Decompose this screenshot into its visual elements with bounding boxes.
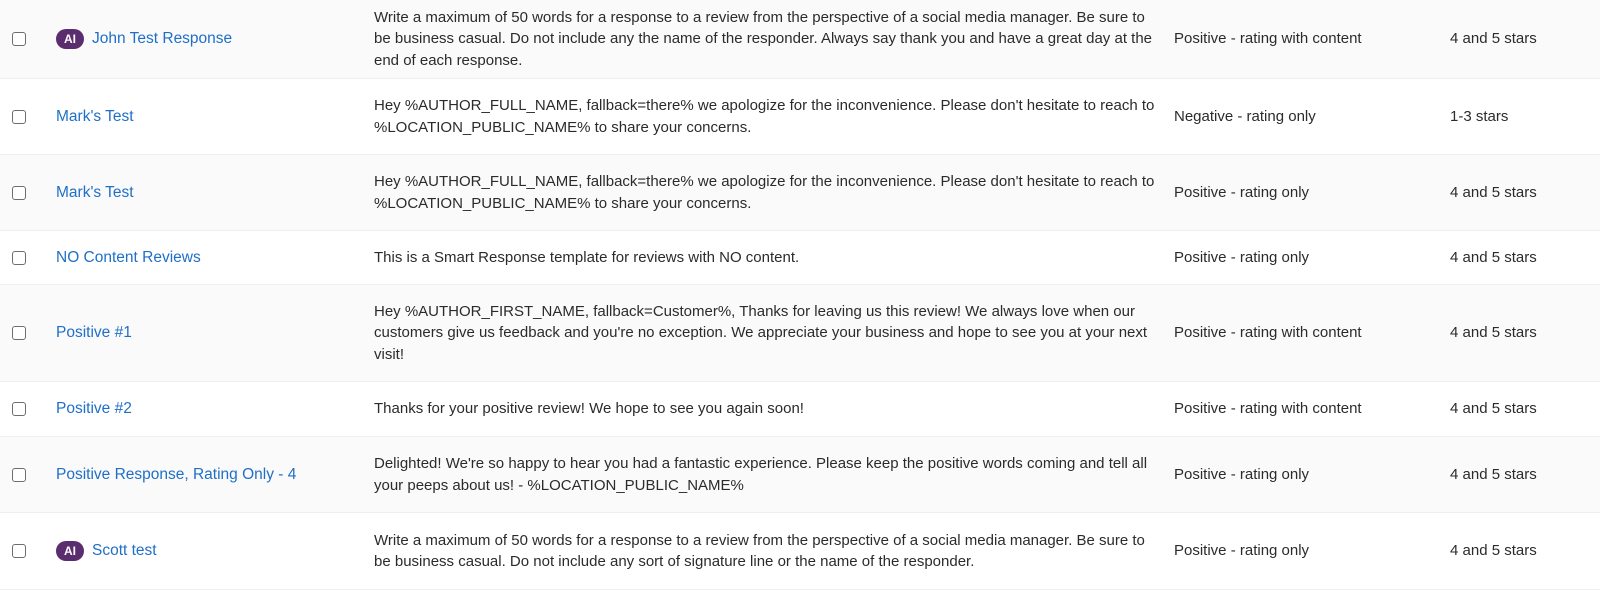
star-rating: 1-3 stars [1450,107,1509,125]
row-checkbox-cell [0,326,56,340]
row-checkbox-cell [0,544,56,558]
star-rating: 4 and 5 stars [1450,400,1537,418]
name-cell [56,28,374,50]
row-checkbox[interactable] [12,544,26,558]
template-name-link[interactable]: John Test Response [92,30,233,48]
table-row [0,382,1600,437]
row-checkbox-cell [0,251,56,265]
template-text: Hey %AUTHOR_FULL_NAME, fallback=there% we apologize for the inconvenience. Please don't hesitate to reach to %LOCATION_PUBLIC_NAME% to share your concerns. [374,173,1155,212]
table-row [0,155,1600,231]
review-type: Negative - rating only [1174,107,1316,125]
review-type: Positive - rating with content [1174,400,1362,418]
review-type: Positive - rating only [1174,542,1310,560]
name-cell [56,540,374,562]
review-type: Positive - rating with content [1174,30,1362,48]
table-row [0,79,1600,155]
star-rating: 4 and 5 stars [1450,248,1537,266]
template-name-link[interactable]: Mark's Test [56,107,134,125]
star-rating: 4 and 5 stars [1450,183,1537,201]
star-rating: 4 and 5 stars [1450,465,1537,483]
name-cell [56,247,374,269]
template-name-link[interactable]: Scott test [92,542,157,560]
name-cell [56,182,374,204]
review-type: Positive - rating only [1174,248,1310,266]
name-cell [56,322,374,344]
row-checkbox[interactable] [12,110,26,124]
template-text: This is a Smart Response template for reviews with NO content. [374,248,800,266]
template-name-link[interactable]: Positive Response, Rating Only - 4 [56,465,297,483]
star-rating: 4 and 5 stars [1450,30,1537,48]
row-checkbox-cell [0,32,56,46]
row-checkbox[interactable] [12,251,26,265]
ai-badge: AI [56,541,84,561]
template-text: Hey %AUTHOR_FIRST_NAME, fallback=Customer%, Thanks for leaving us this review! We always love when our customers give us feedback and you're no exception. We appreciate your business and hope to see you at your next visit! [374,302,1148,363]
table-row [0,285,1600,382]
template-text: Thanks for your positive review! We hope to see you again soon! [374,400,804,418]
table-row [0,231,1600,285]
row-checkbox-cell [0,110,56,124]
star-rating: 4 and 5 stars [1450,324,1537,342]
row-checkbox-cell [0,468,56,482]
row-checkbox-cell [0,186,56,200]
name-cell [56,464,374,486]
template-text: Write a maximum of 50 words for a response to a review from the perspective of a social media manager. Be sure to be business casual. Do not include any the name of the responder. Always say thank you and have a great day at the end of each response. [374,8,1153,69]
review-type: Positive - rating with content [1174,324,1362,342]
template-name-link[interactable]: NO Content Reviews [56,248,201,266]
template-text: Hey %AUTHOR_FULL_NAME, fallback=there% we apologize for the inconvenience. Please don't hesitate to reach to %LOCATION_PUBLIC_NAME% to share your concerns. [374,97,1155,136]
template-text: Write a maximum of 50 words for a response to a review from the perspective of a social media manager. Be sure to be business casual. Do not include any sort of signature line or the name of the responder. [374,531,1145,570]
star-rating: 4 and 5 stars [1450,542,1537,560]
table-row [0,0,1600,79]
row-checkbox[interactable] [12,186,26,200]
row-checkbox[interactable] [12,326,26,340]
name-cell [56,398,374,420]
template-name-link[interactable]: Positive #1 [56,324,132,342]
row-checkbox[interactable] [12,402,26,416]
name-cell [56,106,374,128]
template-name-link[interactable]: Mark's Test [56,183,134,201]
table-row [0,513,1600,590]
row-checkbox-cell [0,402,56,416]
row-checkbox[interactable] [12,32,26,46]
table-row [0,437,1600,513]
template-name-link[interactable]: Positive #2 [56,400,132,418]
ai-badge: AI [56,29,84,49]
row-checkbox[interactable] [12,468,26,482]
review-type: Positive - rating only [1174,465,1310,483]
review-type: Positive - rating only [1174,183,1310,201]
template-text: Delighted! We're so happy to hear you had a fantastic experience. Please keep the positive words coming and tell all your peeps about us! - %LOCATION_PUBLIC_NAME% [374,455,1148,494]
